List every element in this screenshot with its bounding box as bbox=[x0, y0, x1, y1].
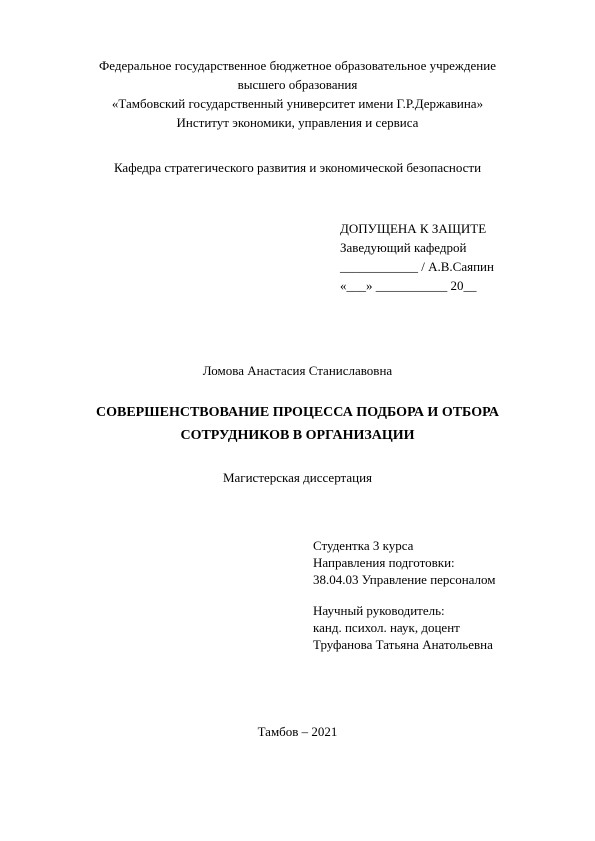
supervisor-name: Труфанова Татьяна Анатольевна bbox=[313, 637, 493, 652]
work-type: Магистерская диссертация bbox=[222, 470, 373, 485]
approval-block bbox=[340, 219, 494, 295]
university-name-line: «Тамбовский государственный университет имени Г.Р.Державина» bbox=[111, 96, 484, 111]
direction-label: Направления подготовки: bbox=[313, 555, 455, 570]
supervisor-info-block bbox=[313, 602, 493, 653]
thesis-title bbox=[0, 401, 595, 447]
thesis-title-line-1: СОВЕРШЕНСТВОВАНИЕ ПРОЦЕССА ПОДБОРА И ОТБОРА bbox=[96, 405, 499, 420]
institute-name-line: Институт экономики, управления и сервиса bbox=[176, 115, 419, 130]
approval-position: Заведующий кафедрой bbox=[340, 240, 467, 255]
thesis-title-line-2: СОТРУДНИКОВ В ОРГАНИЗАЦИИ bbox=[180, 428, 415, 443]
institution-header bbox=[0, 56, 595, 132]
student-course: Студентка 3 курса bbox=[313, 538, 414, 553]
department-name: Кафедра стратегического развития и экономической безопасности bbox=[113, 160, 482, 175]
direction-value: 38.04.03 Управление персоналом bbox=[313, 572, 496, 587]
approval-heading: ДОПУЩЕНА К ЗАЩИТЕ bbox=[340, 221, 487, 236]
education-level-line: высшего образования bbox=[237, 77, 358, 92]
approval-signature-line: ____________ / А.В.Саяпин bbox=[340, 259, 494, 274]
author-name: Ломова Анастасия Станиславовна bbox=[202, 363, 393, 378]
approval-date-line: «___» ___________ 20__ bbox=[340, 278, 477, 293]
city-year-footer: Тамбов – 2021 bbox=[257, 724, 338, 739]
institution-type-line: Федеральное государственное бюджетное образовательное учреждение bbox=[99, 58, 496, 73]
supervisor-degree: канд. психол. наук, доцент bbox=[313, 620, 460, 635]
student-info-block bbox=[313, 537, 496, 588]
supervisor-label: Научный руководитель: bbox=[313, 603, 445, 618]
